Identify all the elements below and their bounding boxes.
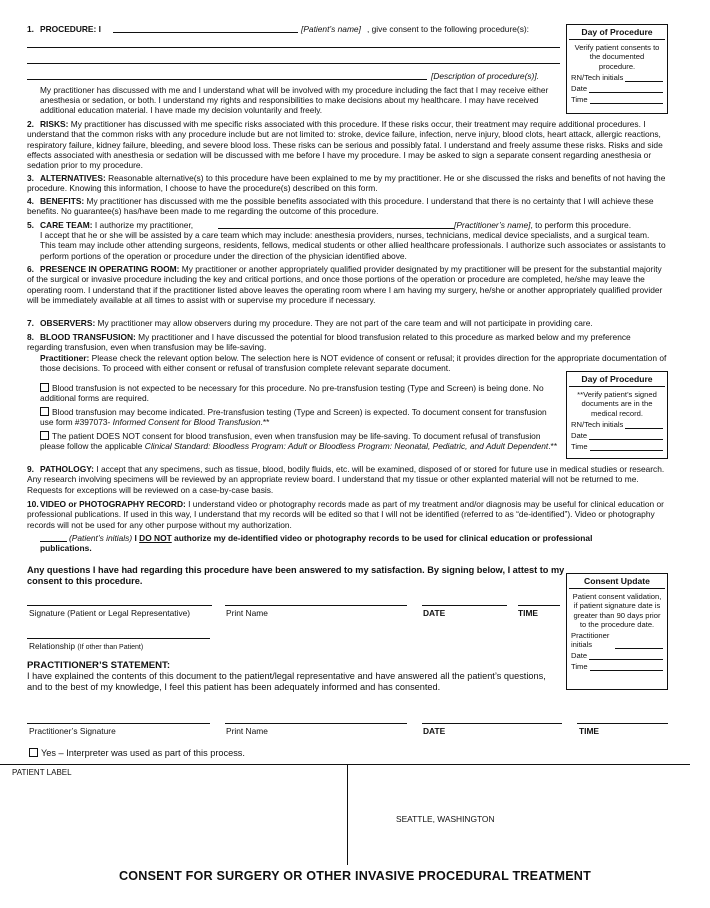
consent-update-title: Consent Update: [569, 576, 665, 589]
transfusion-option-1-checkbox[interactable]: [40, 383, 49, 392]
patient-time-field[interactable]: [518, 596, 560, 606]
practitioner-print-name-field[interactable]: [225, 714, 407, 724]
time-field[interactable]: [590, 95, 663, 104]
alternatives-section: 3. ALTERNATIVES: Reasonable alternative(s) to this procedure have been explained to me by my practitioner. He or she discussed the risks and benefits of not having the procedure. Knowing this information, I choose to have the procedure(s) described on this form.: [27, 173, 666, 194]
day-of-procedure-title: Day of Procedure: [569, 27, 665, 40]
care-team-header: 5. CARE TEAM: I authorize my practitioner,: [27, 220, 194, 230]
benefits-section: 4. BENEFITS: My practitioner has discussed with me the possible benefits associated with this procedure. I understand that there is no certainty that I will achieve these benefits. No guarantee(s) has/have been made to me regarding the outcome of this procedure.: [27, 196, 654, 217]
practitioner-signature-field[interactable]: [27, 714, 210, 724]
procedure-line-3[interactable]: [27, 70, 427, 80]
transfusion-option-2-checkbox[interactable]: [40, 407, 49, 416]
care-team-text: I accept that he or she will be assisted by a care team which may include: anesthesia providers, nurses, technicians, medical device specialists, and a surgical team. This team may include other attending surgeons, residents, fellows, medical students or other allied healthcare professionals. I authorize such associates or assistants to perform portions of the operation or procedure under the direction of the physician identified above.: [40, 230, 666, 261]
day-of-procedure-verify-title: Day of Procedure: [569, 374, 665, 387]
footer-top-rule: [0, 764, 690, 765]
consent-update-text: Patient consent validation, if patient signature date is greater than 90 days prior to the procedure date.: [572, 592, 662, 629]
practitioner-name-hint: [Practitioner’s name]: [454, 220, 531, 230]
patient-print-name-field[interactable]: [225, 596, 407, 606]
practitioner-initials-label: Practitioner initials: [571, 630, 610, 649]
date-label-2: Date: [571, 430, 588, 440]
observers-section: 7. OBSERVERS: My practitioner may allow observers during my procedure. They are not part of the care team and will not participate in providing care.: [27, 318, 593, 328]
patient-print-name-label: Print Name: [226, 608, 268, 618]
day-of-procedure-verify-box: [566, 371, 668, 459]
relationship-label: Relationship (If other than Patient): [29, 641, 144, 651]
rn-initials-label: RN/Tech initials: [571, 72, 624, 82]
patient-time-label: TIME: [518, 608, 539, 618]
date-field[interactable]: [589, 84, 663, 93]
transfusion-practitioner-note: Practitioner: Please check the relevant option below. The selection here is NOT evidence of consent or refusal; it provides direction for the appropriate documentation of those decisions. To proceed with either consent or refusal of transfusion complete relevant separate document.: [40, 353, 667, 374]
rn-initials-label-2: RN/Tech initials: [571, 419, 624, 429]
day-of-procedure-verify-text: **Verify patient’s signed documents are in the medical record.: [577, 390, 657, 418]
practitioner-statement-title: PRACTITIONER’S STATEMENT:: [27, 660, 171, 671]
procedure-header: 1. PROCEDURE: I: [27, 24, 101, 34]
pathology-section: 9. PATHOLOGY: I accept that any specimens, such as tissue, blood, bodily fluids, etc. will be examined, disposed of or stored for future use in medical studies or research. Any research involving specimens will be reviewed by an appropriate review board. I understand that my tissue or other explanted material will not be returned to me. Requests for exceptions will be reviewed on a case-by-case basis.: [27, 464, 665, 495]
procedure-body: My practitioner has discussed with me and I understand what will be involved with my procedure including the fact that I may receive either anesthesia or sedation, or both. I understand my rights and responsibilities to make decisions about my healthcare. I may have received additional education material. I have made my decision voluntarily and freely.: [40, 85, 549, 116]
transfusion-option-2: Blood transfusion may become indicated. Pre-transfusion testing (Type and Screen) is expected. To document consent for transfusion use form #397073- Informed Consent for Blood Transfusion.**: [40, 407, 547, 428]
patient-signature-field[interactable]: [27, 596, 212, 606]
form-title: CONSENT FOR SURGERY OR OTHER INVASIVE PROCEDURAL TREATMENT: [118, 869, 591, 883]
day-of-procedure-box: [566, 24, 668, 114]
procedure-line-2[interactable]: [27, 54, 560, 64]
presence-section: 6. PRESENCE IN OPERATING ROOM: My practitioner or another appropriately qualified provider designated by my practitioner will be present for the substantial majority of the surgical or invasive procedure including the key and critical portions, and once those portions of the operation or procedure are completed, he/she may leave the operating room. I understand that if the practitioner listed above leaves the operating room where I am having my surgery, he/she or another appropriately qualified provider will be immediately available at all times to assist with or supervise my procedure if necessary.: [27, 264, 663, 305]
transfusion-option-3-checkbox[interactable]: [40, 431, 49, 440]
attestation-text: Any questions I have had regarding this procedure have been answered to my satisfaction. By signing below, I attest to my consent to this procedure.: [27, 565, 565, 587]
interpreter-option: [29, 748, 245, 759]
relationship-field[interactable]: [27, 629, 210, 639]
practitioner-name-field[interactable]: [218, 219, 454, 229]
practitioner-initials-field[interactable]: [615, 640, 663, 649]
time-label: Time: [571, 94, 588, 104]
video-section: 10.VIDEO or PHOTOGRAPHY RECORD: I understand video or photography records made as part of my treatment and/or diagnosis may be useful for clinical education or professional publications. If used in this way, I understand that my records will be edited so that I will not be identified (referred to as “de-identified”). Video or photography records will not be used for any other purpose without my authorization.: [27, 499, 664, 530]
patient-date-field[interactable]: [422, 596, 507, 606]
practitioner-date-field[interactable]: [422, 714, 562, 724]
practitioner-statement-text: I have explained the contents of this document to the patient/legal representative and have answered all the patient’s questions, and to the best of my knowledge, I feel this patient has been adequately informed and has consented.: [27, 671, 546, 693]
practitioner-time-label: TIME: [579, 726, 600, 736]
patient-name-field[interactable]: [113, 23, 298, 33]
rn-initials-field-2[interactable]: [625, 420, 663, 429]
label-divider: [347, 765, 348, 865]
consent-text: , give consent to the following procedure(s):: [367, 24, 530, 34]
practitioner-signature-label: Practitioner’s Signature: [29, 726, 116, 736]
transfusion-option-1: Blood transfusion is not expected to be necessary for this procedure. No pre-transfusion testing (Type and Screen) is being done. No additional forms are required.: [40, 383, 544, 404]
time-field-2[interactable]: [590, 442, 663, 451]
video-authorization: (Patient’s initials) I DO NOT authorize my de-identified video or photography records to be used for clinical education or professional publications.: [40, 533, 593, 554]
procedure-line-1[interactable]: [27, 38, 560, 48]
update-time-label: Time: [571, 662, 588, 672]
procedure-label: PROCEDURE:: [40, 24, 97, 34]
practitioner-print-name-label: Print Name: [226, 726, 268, 736]
day-of-procedure-text: Verify patient consents to the documented procedure.: [574, 43, 660, 71]
practitioner-time-field[interactable]: [577, 714, 668, 724]
time-label-2: Time: [571, 441, 588, 451]
patient-label-area: PATIENT LABEL: [12, 768, 72, 777]
procedure-description-hint: [Description of procedure(s)].: [431, 71, 539, 81]
city-label: SEATTLE, WASHINGTON: [396, 814, 495, 824]
update-date-label: Date: [571, 650, 588, 660]
patient-initials-hint: (Patient’s initials): [69, 533, 133, 543]
patient-signature-label: Signature (Patient or Legal Representative): [29, 608, 191, 618]
interpreter-checkbox[interactable]: [29, 748, 38, 757]
date-label: Date: [571, 83, 588, 93]
update-date-field[interactable]: [589, 651, 663, 660]
date-field-2[interactable]: [589, 431, 663, 440]
consent-update-box: [566, 573, 668, 690]
practitioner-date-label: DATE: [423, 726, 446, 736]
transfusion-section: 8. BLOOD TRANSFUSION: My practitioner and I have discussed the potential for blood transfusion related to this procedure as marked below and my preference regarding transfusion, even when transfusion may be life-saving.: [27, 332, 631, 353]
rn-initials-field[interactable]: [625, 73, 663, 82]
patient-date-label: DATE: [423, 608, 446, 618]
transfusion-option-3: The patient DOES NOT consent for blood transfusion, even when transfusion may be life-saving. To document refusal of transfusion please follow the applicable Clinical Standard: Bloodless Program: Adult or Bloodless Program: Neonatal, Pediatric, and Adult Dependent.**: [40, 431, 558, 452]
interpreter-label: Yes – Interpreter was used as part of this process.: [41, 748, 245, 758]
update-time-field[interactable]: [590, 662, 663, 671]
patient-name-hint: [Patient’s name]: [301, 24, 361, 34]
risks-section: 2. RISKS: My practitioner has discussed with me specific risks associated with this procedure. If these risks occur, their treatment may require additional procedures. I understand that the common risks with any procedure include but are not limited to: stroke, device failure, infection, nerve injury, blood clots, heart attack, allergic reactions, respiratory failure, kidney failure, bleeding, and severe blood loss. These risks can be serious and possibly fatal. I understand and freely assume these risks. Risks and side effects associated with anesthesia or sedation will be discussed with me before I have my procedure. I may be asked to sign a separate consent regarding anesthesia or sedation prior to my procedure.: [27, 119, 663, 170]
